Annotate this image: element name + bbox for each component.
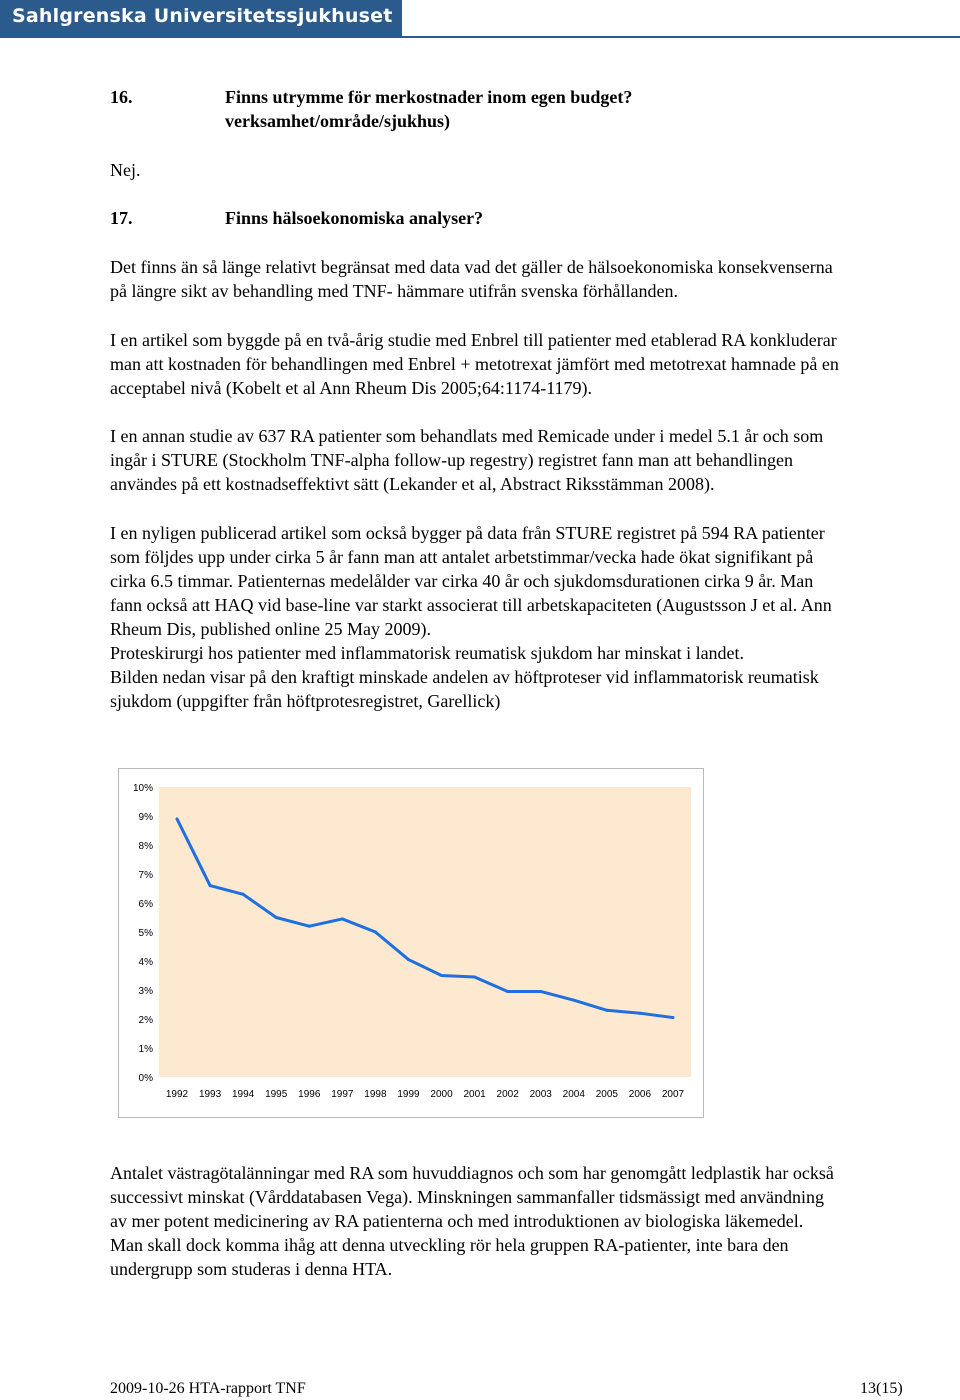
data-point	[308, 925, 311, 928]
chart-svg	[119, 769, 705, 1119]
data-point	[341, 917, 344, 920]
paragraph-4-line: Rheum Dis, published online 25 May 2009).	[110, 619, 431, 639]
y-tick-label: 8%	[138, 841, 153, 852]
paragraph-5-line: undergrupp som studeras i denna HTA.	[110, 1259, 393, 1279]
plot-area	[159, 787, 691, 1077]
y-tick-label: 5%	[138, 928, 153, 939]
data-point	[638, 1012, 641, 1015]
y-tick-label: 4%	[138, 957, 153, 968]
paragraph-4-line: fann också att HAQ vid base-line var starkt associerat till arbetskapaciteten (Augustsson J et al. Ann	[110, 595, 832, 615]
x-tick-label: 2003	[529, 1089, 552, 1100]
paragraph-1-line: på längre sikt av behandling med TNF- hämmare utifrån svenska förhållanden.	[110, 281, 678, 301]
x-tick-label: 1995	[265, 1089, 288, 1100]
paragraph-2-line: acceptabel nivå (Kobelt et al Ann Rheum Dis 2005;64:1174-1179).	[110, 378, 593, 398]
paragraph-2-line: I en artikel som byggde på en två-årig studie med Enbrel till patienter med etablerad RA konkluderar	[110, 330, 837, 350]
y-tick-label: 9%	[138, 812, 153, 823]
header-banner	[0, 0, 402, 36]
data-point	[209, 884, 212, 887]
x-tick-label: 1993	[198, 1089, 222, 1100]
hip-prosthesis-chart	[118, 768, 704, 1118]
y-tick-label: 6%	[138, 899, 153, 910]
x-tick-label: 2006	[628, 1089, 652, 1100]
question-17-title: Finns hälsoekonomiska analyser?	[225, 208, 484, 228]
paragraph-4-line: Bilden nedan visar på den kraftigt minskade andelen av höftproteser vid inflammatorisk reumatisk	[110, 667, 819, 687]
data-point	[572, 999, 575, 1002]
footer-page-number: 13(15)	[860, 1380, 903, 1397]
data-point	[539, 990, 542, 993]
data-point	[605, 1009, 608, 1012]
data-point	[506, 990, 509, 993]
y-tick-label: 2%	[138, 1015, 153, 1026]
x-tick-label: 2007	[661, 1089, 685, 1100]
question-16-title-line2: verksamhet/område/sjukhus)	[225, 111, 451, 131]
paragraph-3-line: I en annan studie av 637 RA patienter som behandlats med Remicade under i medel 5.1 år och som	[110, 426, 824, 446]
data-point	[275, 916, 278, 919]
data-point	[440, 974, 443, 977]
y-tick-label: 3%	[138, 986, 153, 997]
x-tick-label: 1994	[232, 1089, 255, 1100]
x-tick-label: 2000	[430, 1089, 453, 1100]
question-16-line1	[110, 85, 960, 109]
paragraph-4-line: Proteskirurgi hos patienter med inflammatorisk reumatisk sjukdom har minskat i landet.	[110, 643, 745, 663]
question-16-answer: Nej.	[110, 160, 141, 180]
paragraph-5-line: Man skall dock komma ihåg att denna utveckling rör hela gruppen RA-patienter, inte bara den	[110, 1235, 789, 1255]
paragraph-5-line: successivt minskat (Vårddatabasen Vega). Minskningen sammanfaller tidsmässigt med användning	[110, 1187, 825, 1207]
y-tick-label: 10%	[132, 783, 153, 794]
question-16-title: Finns utrymme för merkostnader inom egen budget?	[225, 87, 633, 107]
x-tick-label: 2001	[463, 1089, 486, 1100]
x-tick-label: 1997	[331, 1089, 354, 1100]
data-point	[242, 893, 245, 896]
paragraph-4-line: cirka 6.5 timmar. Patienternas medelålder var cirka 40 år och sjukdomsdurationen cirka 9 år. Man	[110, 571, 814, 591]
paragraph-3-line: ingår i STURE (Stockholm TNF-alpha follow-up regestry) registret fann man att behandlingen	[110, 450, 794, 470]
x-tick-label: 2004	[562, 1089, 585, 1100]
paragraph-5-line: Antalet västragötalänningar med RA som huvuddiagnos och som har genomgått ledplastik har också	[110, 1163, 834, 1183]
header-title: Sahlgrenska Universitetssjukhuset	[12, 5, 393, 27]
paragraph-3-line: användes på ett kostnadseffektivt sätt (Lekander et al, Abstract Riksstämman 2008).	[110, 474, 715, 494]
paragraph-4-line: som följdes upp under cirka 5 år fann man att antalet arbetstimmar/vecka hade ökat signifikant på	[110, 547, 814, 567]
data-point	[374, 931, 377, 934]
y-tick-label: 7%	[138, 870, 153, 881]
data-point	[672, 1016, 675, 1019]
question-17-line	[110, 206, 960, 230]
data-point	[407, 958, 410, 961]
header-rule	[0, 36, 960, 38]
y-tick-label: 1%	[138, 1044, 153, 1055]
x-tick-label: 2002	[496, 1089, 519, 1100]
x-tick-label: 2005	[595, 1089, 618, 1100]
question-16-number: 16.	[110, 87, 133, 107]
x-tick-label: 1998	[364, 1089, 387, 1100]
y-tick-label: 0%	[138, 1073, 153, 1084]
paragraph-4-line: sjukdom (uppgifter från höftprotesregistret, Garellick)	[110, 691, 501, 711]
data-point	[176, 817, 179, 820]
footer-date-title: 2009-10-26 HTA-rapport TNF	[110, 1380, 306, 1397]
paragraph-5-line: av mer potent medicinering av RA patienterna och med introduktionen av biologiska läkemedel.	[110, 1211, 804, 1231]
x-tick-label: 1992	[165, 1089, 189, 1100]
x-tick-label: 1996	[298, 1089, 321, 1100]
question-17-number: 17.	[110, 208, 133, 228]
data-point	[473, 975, 476, 978]
paragraph-1-line: Det finns än så länge relativt begränsat med data vad det gäller de hälsoekonomiska konsekvenserna	[110, 257, 833, 277]
x-tick-label: 1999	[397, 1089, 420, 1100]
paragraph-2-line: man att kostnaden för behandlingen med Enbrel + metotrexat jämfört med metotrexat hamnade på en	[110, 354, 839, 374]
paragraph-4-line: I en nyligen publicerad artikel som också bygger på data från STURE registret på 594 RA patienter	[110, 523, 825, 543]
